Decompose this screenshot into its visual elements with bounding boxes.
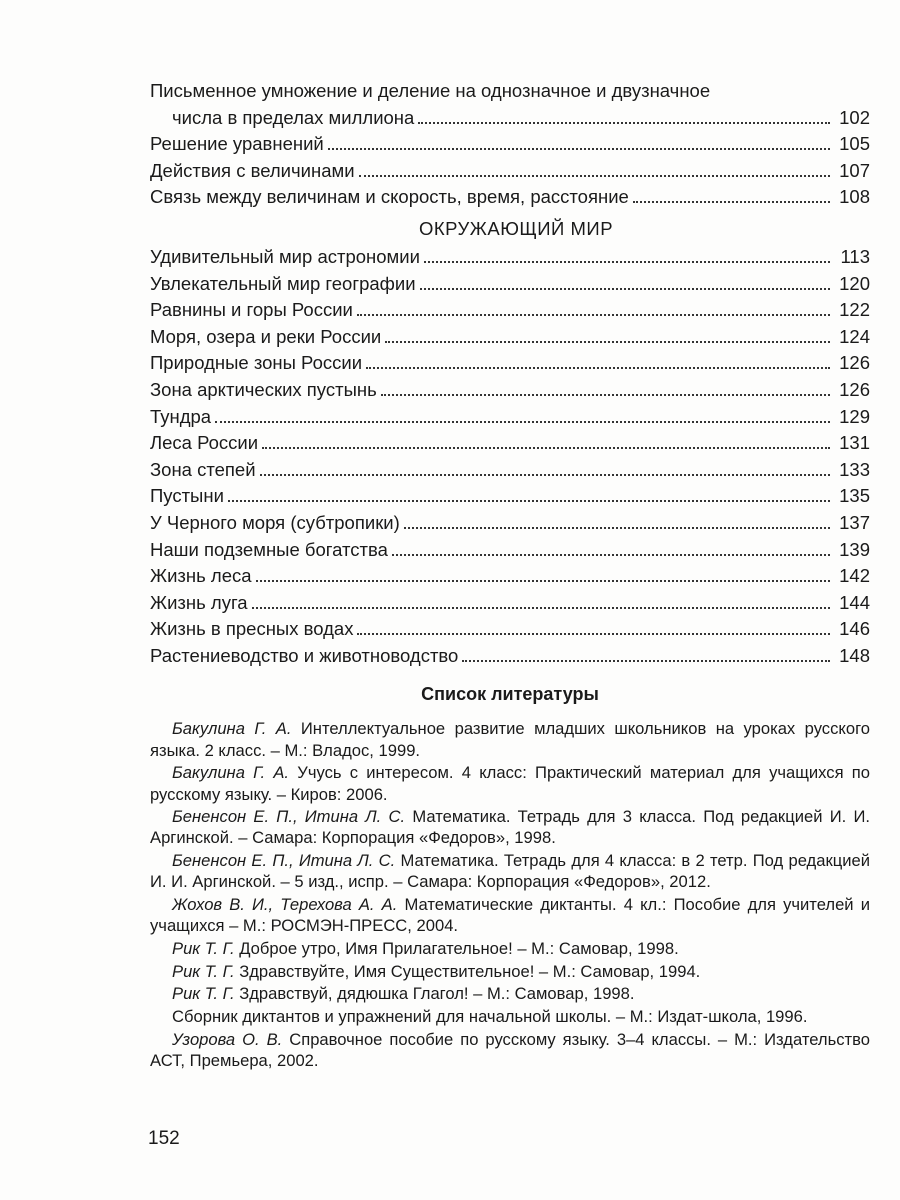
toc-entry-title: Действия с величинами: [150, 159, 355, 181]
reference-item: [150, 938, 870, 959]
toc-entry-title: Жизнь леса: [150, 565, 252, 587]
toc-entry-title: Зона степей: [150, 458, 256, 480]
reference-item: [150, 850, 870, 892]
reference-author: Жохов В. И., Терехова А. А.: [172, 895, 398, 915]
toc-entry-title: Природные зоны России: [150, 352, 363, 374]
toc-entry: [150, 350, 870, 377]
toc-entry-title: Жизнь в пресных водах: [150, 618, 354, 640]
toc-entry-page: 135: [839, 485, 870, 507]
dot-leader: [252, 606, 830, 609]
toc-entry-page: 129: [839, 405, 870, 427]
toc-entry-title: Зона арктических пустынь: [150, 378, 377, 400]
toc-entry-wrapped-line1: Письменное умножение и деление на однозначное и двузначное: [150, 80, 711, 101]
toc-entry-title: Равнины и горы России: [150, 299, 353, 321]
toc-entry: [150, 590, 870, 617]
toc-entry: [150, 510, 870, 537]
dot-leader: [228, 499, 830, 502]
toc-entry-title: Пустыни: [150, 485, 224, 507]
dot-leader: [215, 420, 830, 423]
reference-text: Справочное пособие по русскому языку. 3–4 классы. – М.: Издательство АСТ, Премьера, 2002.: [150, 1029, 870, 1071]
reference-text: Интеллектуальное развитие младших школьников на уроках русского языка. 2 класс. – М.: Владос, 1999.: [150, 719, 870, 760]
toc-entry-page: 144: [839, 591, 870, 613]
toc-entry: [150, 537, 870, 564]
toc-entry-page: 122: [839, 299, 870, 321]
toc-entry-page: 124: [839, 325, 870, 347]
dot-leader: [424, 260, 830, 263]
dot-leader: [462, 659, 830, 662]
dot-leader: [359, 174, 830, 177]
toc-entry: [150, 324, 870, 351]
toc-entry-title: Увлекательный мир географии: [150, 272, 416, 294]
dot-leader: [357, 313, 830, 316]
section-heading-literature: Список литературы: [421, 684, 599, 705]
dot-leader: [260, 473, 830, 476]
reference-author: Рик Т. Г.: [172, 939, 235, 958]
dot-leader: [357, 632, 830, 635]
toc-entry-title: Решение уравнений: [150, 133, 324, 155]
reference-item: [150, 961, 870, 982]
toc-entry-title: Удивительный мир астрономии: [150, 245, 420, 267]
reference-author: Рик Т. Г.: [172, 961, 235, 981]
toc-entry-page: 113: [840, 245, 870, 267]
toc-entry-page: 133: [839, 458, 870, 480]
reference-text: Здравствуй, дядюшка Глагол! – М.: Самовар, 1998.: [234, 984, 635, 1004]
toc-entry: [150, 457, 870, 484]
reference-text: Здравствуйте, Имя Существительное! – М.: Самовар, 1994.: [234, 961, 701, 981]
reference-list: [150, 718, 870, 1071]
dot-leader: [385, 340, 830, 343]
toc-entry-page: 146: [839, 618, 870, 640]
reference-author: Бакулина Г. А.: [172, 719, 292, 739]
reference-text: Математические диктанты. 4 кл.: Пособие для учителей и учащихся – М.: РОСМЭН-ПРЕСС, 2004.: [150, 895, 870, 936]
section-heading-world: ОКРУЖАЮЩИЙ МИР: [418, 217, 614, 239]
toc-entry: [150, 643, 870, 670]
toc-entry-title: Наши подземные богатства: [150, 538, 388, 560]
toc-entry: [150, 616, 870, 643]
toc-entry-page: 102: [839, 106, 870, 128]
reference-text: Математика. Тетрадь для 4 класса: в 2 тетр. Под редакцией И. И. Аргинской. – 5 изд., испр. – Самара: Корпорация «Федоров», 2012.: [150, 851, 870, 892]
toc-entry: [150, 158, 870, 185]
dot-leader: [418, 121, 830, 124]
dot-leader: [404, 526, 830, 529]
toc-entry: [150, 105, 870, 132]
toc-entry-title: Леса России: [150, 432, 259, 454]
dot-leader: [633, 200, 830, 203]
toc-entry-title: числа в пределах миллиона: [172, 106, 415, 128]
reference-text: Учусь с интересом. 4 класс: Практический материал для учащихся по русскому языку. – Киров: 2006.: [150, 763, 871, 804]
reference-author: Бакулина Г. А.: [172, 763, 290, 783]
toc-entry-title: Растениеводство и животноводство: [150, 644, 459, 666]
reference-item: [150, 1006, 870, 1027]
reference-author: Рик Т. Г.: [172, 984, 235, 1004]
toc-entry: [150, 244, 870, 271]
toc-entry-page: 120: [839, 272, 870, 294]
reference-item: [150, 894, 870, 936]
dot-leader: [381, 393, 830, 396]
toc-entry-page: 142: [839, 565, 870, 587]
toc-entry-page: 107: [839, 159, 870, 181]
dot-leader: [392, 553, 830, 556]
toc-entry-page: 126: [839, 352, 870, 374]
toc-entry: [150, 297, 870, 324]
toc-entry: [150, 377, 870, 404]
dot-leader: [328, 147, 830, 150]
reference-text: Математика. Тетрадь для 3 класса. Под редакцией И. И. Аргинской. – Самара: Корпорация «Федоров», 1998.: [150, 807, 870, 848]
toc-entry: [150, 271, 870, 298]
toc-entry-page: 126: [839, 378, 870, 400]
toc-entry: [150, 563, 870, 590]
toc-entry: [150, 131, 870, 158]
reference-item: [150, 1029, 870, 1071]
toc-entry: [150, 430, 870, 457]
toc-entry-page: 139: [839, 538, 870, 560]
table-of-contents: [150, 78, 870, 1073]
reference-item: [150, 718, 870, 760]
reference-item: [150, 806, 870, 848]
reference-text: Доброе утро, Имя Прилагательное! – М.: Самовар, 1998.: [234, 939, 679, 958]
dot-leader: [366, 366, 830, 369]
dot-leader: [420, 287, 830, 290]
toc-entry-title: Тундра: [150, 405, 212, 427]
toc-entry-page: 137: [839, 511, 870, 533]
toc-entry-title: У Черного моря (субтропики): [150, 511, 400, 533]
toc-entry-title: Связь между величинам и скорость, время, расстояние: [150, 186, 629, 208]
toc-entry-page: 148: [839, 644, 870, 666]
page-number: 152: [148, 1128, 180, 1149]
reference-item: [150, 983, 870, 1004]
toc-entry: [150, 184, 870, 211]
toc-entry: [150, 483, 870, 510]
toc-entry-page: 131: [839, 432, 870, 454]
dot-leader: [262, 446, 830, 449]
reference-author: Узорова О. В.: [172, 1029, 283, 1049]
reference-author: Бененсон Е. П., Итина Л. С.: [172, 851, 396, 871]
toc-entry-page: 105: [839, 133, 870, 155]
toc-entry: [150, 404, 870, 431]
reference-author: Бененсон Е. П., Итина Л. С.: [172, 807, 406, 827]
dot-leader: [256, 579, 830, 582]
toc-entry-title: Жизнь луга: [150, 591, 248, 613]
reference-text: Сборник диктантов и упражнений для начальной школы. – М.: Издат-школа, 1996.: [172, 1007, 808, 1027]
toc-entry-page: 108: [839, 186, 870, 208]
toc-entry-title: Моря, озера и реки России: [150, 325, 382, 347]
reference-item: [150, 762, 870, 804]
